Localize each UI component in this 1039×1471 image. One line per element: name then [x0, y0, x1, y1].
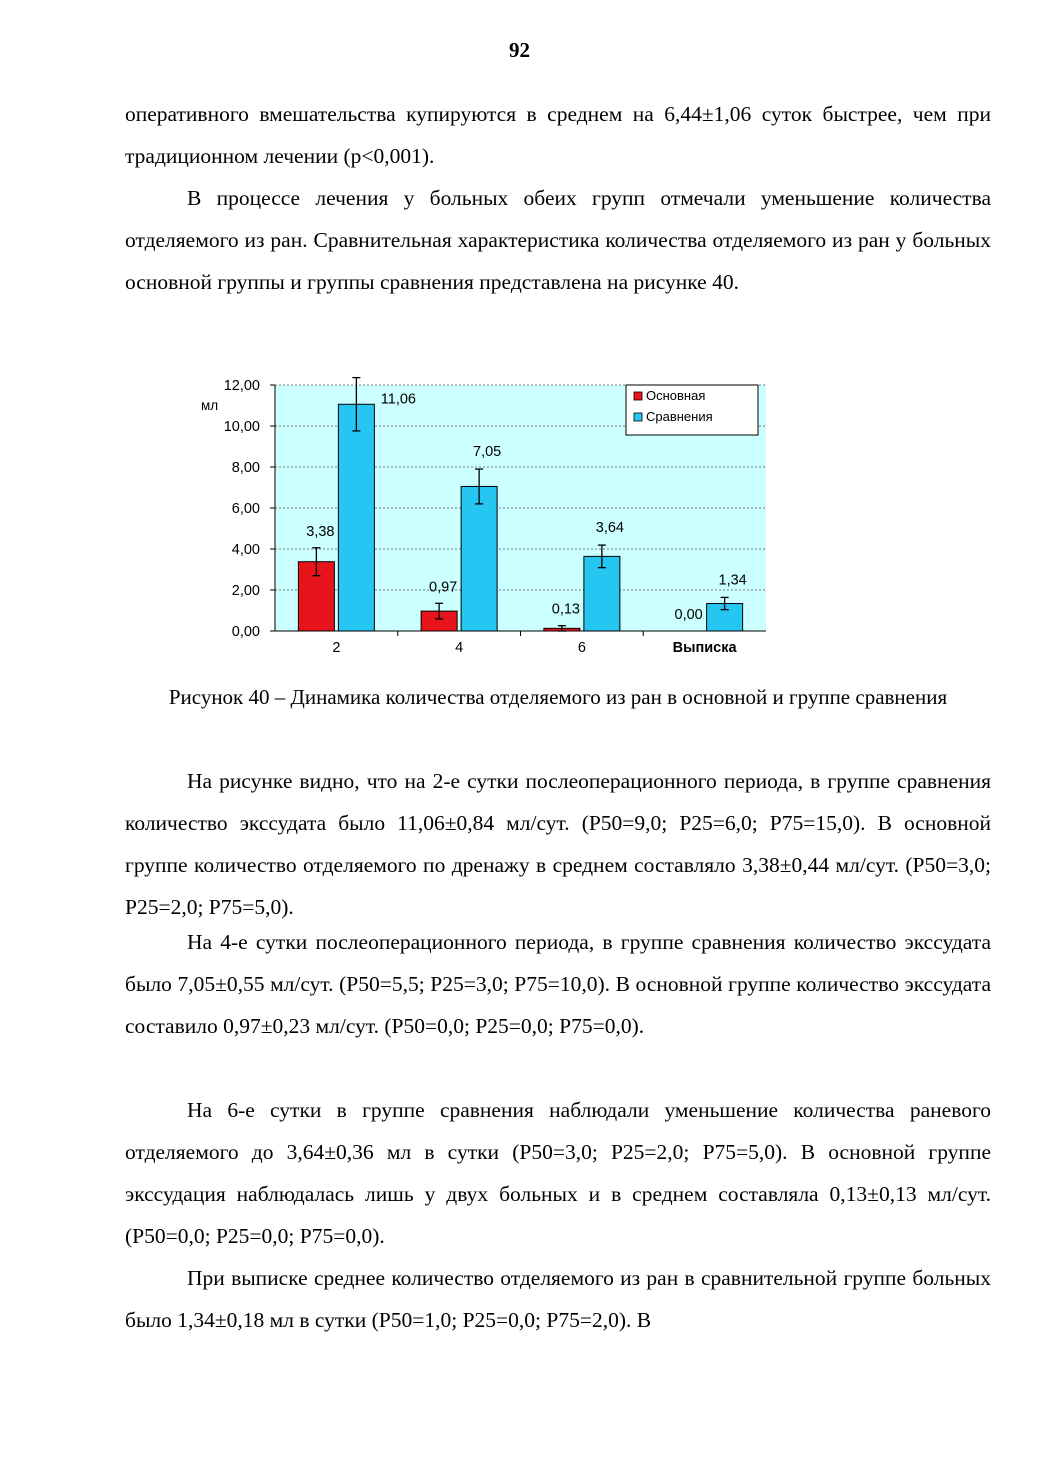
data-label: 11,06	[380, 391, 416, 408]
paragraph-5: На 6-е сутки в группе сравнения наблюдали уменьшение количества раневого отделяемого до 3,64±0,36 мл в сутки (P50=3,0; P25=2,0; P75=5,0). В основной группе экссудация наблюдалась лишь у двух больных и в среднем составляла 0,13±0,13 мл/сут. (P50=0,0; P25=0,0; P75=0,0).	[125, 1098, 991, 1248]
y-axis-unit-label: мл	[201, 398, 219, 413]
bar-comparison	[338, 404, 374, 631]
exudate-bar-chart	[198, 373, 770, 660]
y-tick-label: 6,00	[231, 501, 260, 517]
legend-swatch	[634, 392, 642, 400]
x-tick-label: 4	[455, 640, 464, 656]
x-tick-label: Выписка	[672, 640, 737, 656]
y-tick-label: 4,00	[231, 542, 260, 558]
data-label: 3,64	[595, 520, 624, 537]
legend-label: Сравнения	[646, 409, 713, 424]
y-tick-label: 12,00	[223, 378, 260, 394]
y-tick-label: 8,00	[231, 460, 260, 476]
data-label: 3,38	[306, 523, 335, 540]
data-label: 0,00	[674, 607, 703, 623]
figure-caption: Рисунок 40 – Динамика количества отделяемого из ран в основной и группе сравнения	[168, 685, 948, 709]
data-label: 0,97	[429, 579, 458, 596]
data-label: 0,13	[551, 601, 580, 618]
data-label: 1,34	[718, 572, 747, 589]
x-tick-label: 2	[332, 640, 341, 656]
y-tick-label: 10,00	[223, 419, 260, 435]
x-tick-label: 6	[577, 640, 586, 656]
legend-label: Основная	[646, 388, 706, 403]
paragraph-1: оперативного вмешательства купируются в среднем на 6,44±1,06 суток быстрее, чем при традиционном лечении (р<0,001).	[125, 102, 991, 168]
y-tick-label: 0,00	[231, 624, 260, 640]
paragraph-3: На рисунке видно, что на 2-е сутки послеоперационного периода, в группе сравнения количество экссудата было 11,06±0,84 мл/сут. (P50=9,0; P25=6,0; P75=15,0). В основной группе количество отделяемого по дренажу в среднем составляло 3,38±0,44 мл/сут. (P50=3,0; P25=2,0; P75=5,0).	[125, 769, 991, 919]
data-label: 7,05	[473, 444, 502, 461]
paragraph-6: При выписке среднее количество отделяемого из ран в сравнительной группе больных было 1,34±0,18 мл в сутки (P50=1,0; P25=0,0; P75=2,0). В	[125, 1266, 991, 1332]
paragraph-4: На 4-е сутки послеоперационного периода, в группе сравнения количество экссудата было 7,05±0,55 мл/сут. (P50=5,5; P25=3,0; P75=10,0). В основной группе количество экссудата составило 0,97±0,23 мл/сут. (P50=0,0; P25=0,0; P75=0,0).	[125, 930, 991, 1038]
paragraph-2: В процессе лечения у больных обеих групп отмечали уменьшение количества отделяемого из ран. Сравнительная характеристика количества отделяемого из ран у больных основной группы и группы сравнения представлена на рисунке 40.	[125, 186, 991, 294]
bar-comparison	[461, 486, 497, 631]
y-tick-label: 2,00	[231, 583, 260, 599]
page-number: 92	[509, 38, 530, 62]
legend-swatch	[634, 413, 642, 421]
